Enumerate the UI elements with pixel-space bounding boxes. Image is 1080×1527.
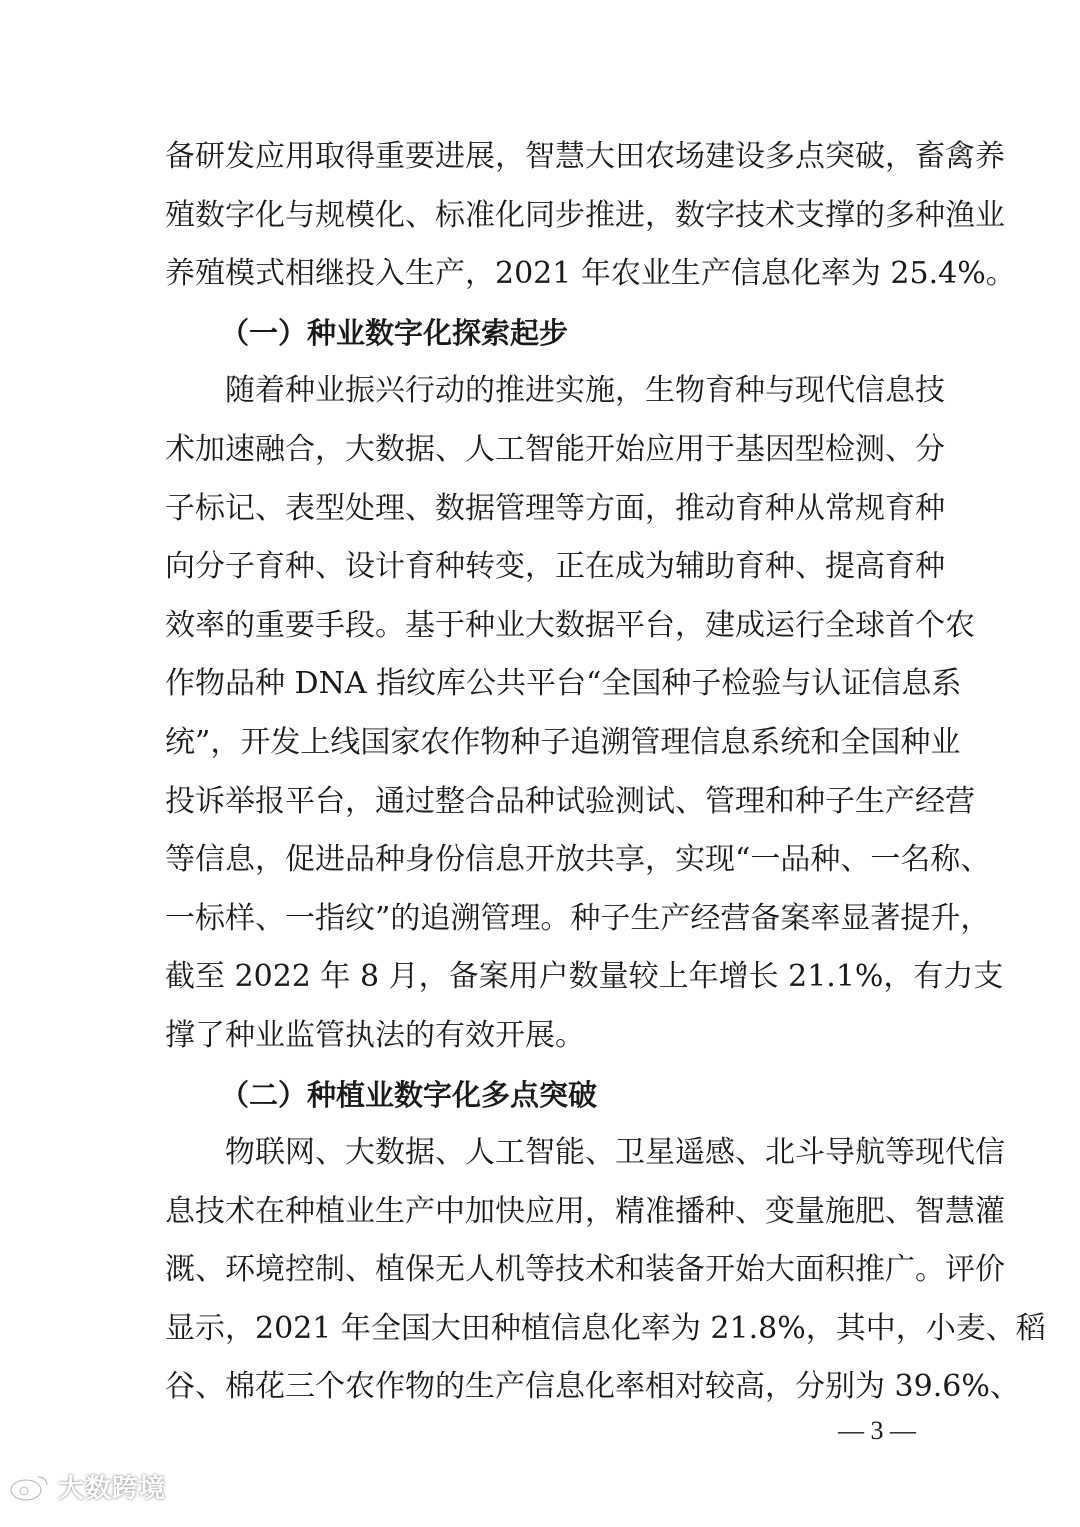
weibo-logo-icon xyxy=(8,1471,52,1503)
text-line: 撑了种业监管执法的有效开展。 xyxy=(165,1017,585,1053)
section-heading-planting: （二）种植业数字化多点突破 xyxy=(220,1077,598,1112)
text-line: 一标样、一指纹”的追溯管理。种子生产经营备案率显著提升， xyxy=(165,900,991,936)
text-line: 投诉举报平台，通过整合品种试验测试、管理和种子生产经营 xyxy=(165,783,975,819)
text-line: 子标记、表型处理、数据管理等方面，推动育种从常规育种 xyxy=(165,490,945,526)
seed-industry-paragraph xyxy=(165,362,1004,1065)
page-number: — 3 — xyxy=(838,1416,916,1445)
text-line: 备研发应用取得重要进展，智慧大田农场建设多点突破，畜禽养 xyxy=(165,139,1005,174)
section-heading-seed-industry: （一）种业数字化探索起步 xyxy=(220,315,569,350)
text-line: 养殖模式相继投入生产，2021 年农业生产信息化率为 25.4%。 xyxy=(165,256,1016,292)
text-line: 息技术在种植业生产中加快应用，精准播种、变量施肥、智慧灌 xyxy=(165,1193,1005,1229)
document-body xyxy=(165,128,1046,1417)
text-line: 殖数字化与规模化、标准化同步推进，数字技术支撑的多种渔业 xyxy=(165,197,1005,233)
text-line: 物联网、大数据、人工智能、卫星遥感、北斗导航等现代信 xyxy=(225,1135,1005,1171)
watermark xyxy=(8,1468,166,1505)
text-line: 溉、环境控制、植保无人机等技术和装备开始大面积推广。评价 xyxy=(165,1252,1005,1288)
text-line: 显示，2021 年全国大田种植信息化率为 21.8%，其中，小麦、稻 xyxy=(165,1310,1046,1346)
text-line: 谷、棉花三个农作物的生产信息化率相对较高，分别为 39.6%、 xyxy=(165,1369,1020,1405)
text-line: 统”，开发上线国家农作物种子追溯管理信息系统和全国种业 xyxy=(165,724,961,760)
watermark-text: 大数跨境 xyxy=(58,1474,167,1504)
text-line: 效率的重要手段。基于种业大数据平台，建成运行全球首个农 xyxy=(165,607,975,643)
text-line: 随着种业振兴行动的推进实施，生物育种与现代信息技 xyxy=(225,373,945,409)
intro-paragraph xyxy=(165,128,1016,304)
planting-paragraph xyxy=(165,1124,1046,1417)
text-line: 作物品种 DNA 指纹库公共平台“全国种子检验与认证信息系 xyxy=(165,666,962,702)
text-line: 等信息，促进品种身份信息开放共享，实现“一品种、一名称、 xyxy=(165,842,991,878)
text-line: 截至 2022 年 8 月，备案用户数量较上年增长 21.1%，有力支 xyxy=(165,959,1004,995)
text-line: 向分子育种、设计育种转变，正在成为辅助育种、提高育种 xyxy=(165,549,945,585)
text-line: 术加速融合，大数据、人工智能开始应用于基因型检测、分 xyxy=(165,431,945,467)
